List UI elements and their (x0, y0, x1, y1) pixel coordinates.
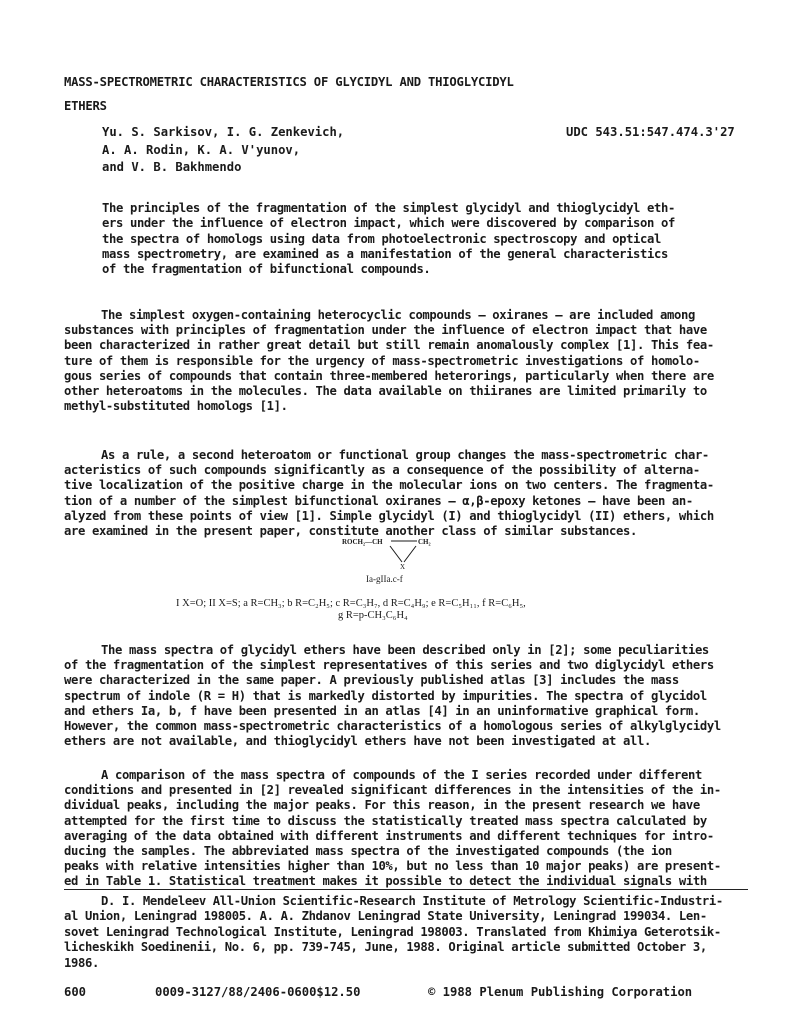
paragraph-line: alyzed from these points of view [1]. Simple glycidyl (I) and thioglycidyl (II) ethers, which (64, 508, 714, 523)
article-code: 0009-3127/88/2406-0600$12.50 (155, 985, 361, 999)
paragraph-line: substances with principles of fragmentation under the influence of electron impact that have (64, 323, 707, 338)
paragraph-line: As a rule, a second heteroatom or functional group changes the mass-spectrometric char- (101, 448, 709, 462)
body-paragraph-1 (64, 308, 744, 414)
udc-code: UDC 543.51:547.474.3'27 (566, 125, 735, 139)
title-line-2: ETHERS (64, 99, 107, 113)
formula-label: Ia-gIIa.c-f (366, 574, 403, 584)
footnote-line: licheskikh Soedinenii, No. 6, pp. 739-745, June, 1988. Original article submitted October 3, (64, 940, 707, 955)
paragraph-line: averaging of the data obtained with different instruments and different techniques for intro- (64, 828, 714, 843)
paragraph-line: are examined in the present paper, constitute another class of similar substances. (64, 524, 637, 539)
paragraph-line: ethers are not available, and thioglycidyl ethers have not been investigated at all. (64, 734, 651, 749)
footnote-line: D. I. Mendeleev All-Union Scientific-Research Institute of Metrology Scientific-Industri- (101, 894, 723, 908)
paragraph-line: and ethers Ia, b, f have been presented in an atlas [4] in an uninformative graphical form. (64, 703, 700, 718)
paragraph-line: of the fragmentation of the simplest representatives of this series and two diglycidyl ethers (64, 658, 714, 673)
paragraph-line: A comparison of the mass spectra of compounds of the I series recorded under different (101, 768, 702, 782)
page-number: 600 (64, 985, 87, 999)
paragraph-line: other heteroatoms in the molecules. The data available on thiiranes are limited primarily to (64, 384, 707, 399)
paragraph-line: been characterized in rather great detail but still remain anomalously complex [1]. This fea- (64, 338, 714, 353)
paragraph-line: peaks with relative intensities higher than 10%, but no less than 10 major peaks) are present- (64, 859, 721, 874)
paragraph-line: methyl-substituted homologs [1]. (64, 399, 288, 414)
structural-formula (340, 534, 460, 594)
paragraph-line: attempted for the first time to discuss the statistically treated mass spectra calculated by (64, 813, 707, 828)
author-line: A. A. Rodin, K. A. V'yunov, (102, 142, 301, 157)
body-paragraph-2 (64, 448, 744, 539)
compound-series-definition: I X=O; II X=S; a R=CH₃; b R=C₂H₅; c R=C₃H₇, d R=C₄H₉; e R=C₅H₁₁, f R=C₆H₅, (176, 598, 526, 609)
title-line-1: MASS-SPECTROMETRIC CHARACTERISTICS OF GLYCIDYL AND THIOGLYCIDYL (64, 75, 514, 89)
paragraph-line: tive localization of the positive charge in the molecular ions on two centers. The fragmenta- (64, 478, 714, 493)
paragraph-line: However, the common mass-spectrometric characteristics of a homologous series of alkylglycidyl (64, 719, 721, 734)
abstract-line: of the fragmentation of bifunctional compounds. (102, 262, 431, 277)
ring-bond-left (390, 546, 402, 562)
paragraph-line: gous series of compounds that contain three-membered heterorings, particularly when there are (64, 368, 714, 383)
affiliation-footnote (64, 894, 754, 971)
paragraph-line: ed in Table 1. Statistical treatment makes it possible to detect the individual signals with (64, 874, 707, 889)
abstract-line: the spectra of homologs using data from photoelectronic spectroscopy and optical (102, 231, 662, 246)
paragraph-line: tion of a number of the simplest bifunctional oxiranes — α,β-epoxy ketones — have been an- (64, 493, 693, 508)
author-line: and V. B. Bakhmendo (102, 160, 242, 174)
paragraph-line: spectrum of indole (R = H) that is markedly distorted by impurities. The spectra of glycidol (64, 688, 707, 703)
abstract-line: The principles of the fragmentation of the simplest glycidyl and thioglycidyl eth- (102, 201, 675, 215)
formula-chain-right: CH₂ (418, 538, 431, 546)
footnote-line: 1986. (64, 955, 99, 970)
paragraph-line: ture of them is responsible for the urgency of mass-spectrometric investigations of homolo- (64, 353, 700, 368)
paragraph-line: dividual peaks, including the major peaks. For this reason, in the present research we have (64, 798, 700, 813)
body-paragraph-4 (64, 768, 744, 890)
paragraph-line: The mass spectra of glycidyl ethers have been described only in [2]; some peculiarities (101, 643, 709, 657)
paragraph-line: ducing the samples. The abbreviated mass spectra of the investigated compounds (the ion (64, 844, 672, 859)
copyright-notice: © 1988 Plenum Publishing Corporation (428, 985, 693, 999)
author-list (102, 124, 462, 177)
author-line: Yu. S. Sarkisov, I. G. Zenkevich, (102, 125, 345, 139)
abstract (102, 201, 706, 277)
ring-bond-right (404, 546, 416, 562)
footnote-line: al Union, Leningrad 198005. A. A. Zhdanov Leningrad State University, Leningrad 199034. Len- (64, 909, 707, 924)
formula-heteroatom: X (400, 563, 406, 571)
paragraph-line: conditions and presented in [2] revealed significant differences in the intensities of the in- (64, 783, 721, 798)
paragraph-line: acteristics of such compounds significantly as a consequence of the possibility of alterna- (64, 463, 700, 478)
article-title (64, 70, 624, 118)
footnote-line: sovet Leningrad Technological Institute, Leningrad 198003. Translated from Khimiya Geterotsik- (64, 924, 721, 939)
formula-chain-left: ROCH₂—CH (342, 538, 383, 546)
body-paragraph-3 (64, 643, 744, 749)
abstract-line: mass spectrometry, are examined as a manifestation of the general characteristics (102, 246, 668, 261)
paragraph-line: The simplest oxygen-containing heterocyclic compounds — oxiranes — are included among (101, 308, 695, 322)
compound-series-definition-2: g R=p-CH₃C₆H₄ (338, 610, 408, 621)
footnote-divider (64, 889, 748, 890)
abstract-line: ers under the influence of electron impact, which were discovered by comparison of (102, 216, 675, 231)
paragraph-line: were characterized in the same paper. A previously published atlas [3] includes the mass (64, 673, 679, 688)
